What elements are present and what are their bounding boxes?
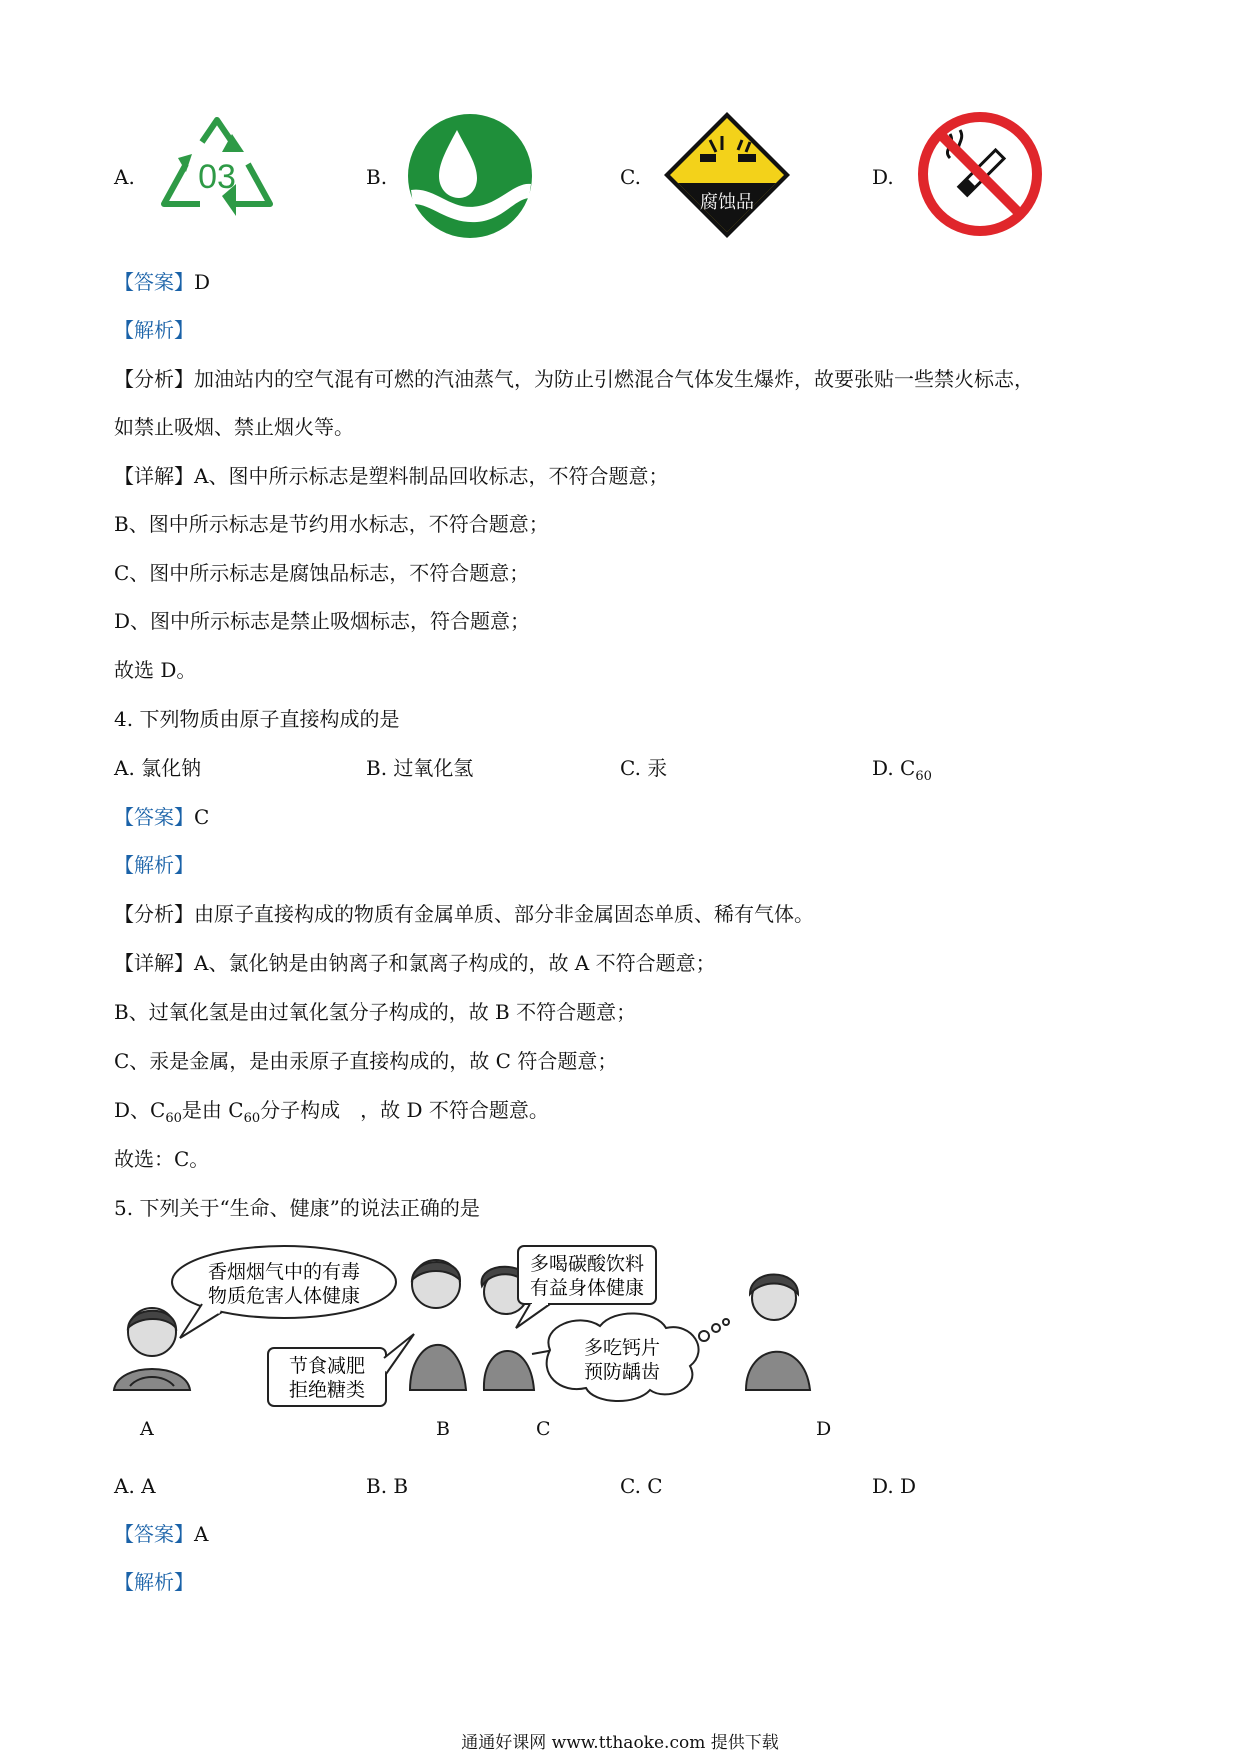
line-d-part3: 分子构成 ，故 D 不符合题意。	[260, 1098, 549, 1122]
q3-xiangjie-line-b: B、图中所示标志是节约用水标志，不符合题意；	[114, 512, 549, 536]
q4-option-d-prefix: D. C	[872, 756, 916, 780]
page-footer: 通通好课网 www.tthaoke.com 提供下载	[461, 1733, 779, 1753]
q3-xiangjie-line-a	[114, 464, 668, 488]
cartoon-label-d: D	[816, 1418, 832, 1440]
line-d-part1: D、C	[114, 1098, 166, 1122]
person-d-icon	[746, 1275, 810, 1391]
q4-answer-line	[114, 805, 209, 829]
answer-value: D	[194, 270, 211, 294]
line-d-sub1: 60	[165, 1111, 182, 1126]
plastic-recycling-icon	[152, 112, 282, 230]
bubble-c-line2: 有益身体健康	[529, 1277, 645, 1299]
q4-option-a: A. 氯化钠	[114, 756, 202, 780]
cartoon-label-b: B	[436, 1418, 450, 1440]
no-smoking-icon	[916, 110, 1044, 238]
xiangjie-text: A、氯化钠是由钠离子和氯离子构成的，故 A 不符合题意；	[194, 951, 716, 975]
fenxi-tag: 【分析】	[114, 367, 194, 391]
q4-option-d-sub: 60	[915, 769, 932, 784]
bubble-d-line2: 预防龋齿	[583, 1361, 661, 1383]
q5-option-a: A. A	[114, 1474, 156, 1498]
xiangjie-tag: 【详解】	[114, 464, 194, 488]
bubble-b-line2: 拒绝糖类	[288, 1379, 366, 1401]
q3-xiangjie-line-c: C、图中所示标志是腐蚀品标志，不符合题意；	[114, 561, 530, 585]
q4-xiangjie-line-b: B、过氧化氢是由过氧化氢分子构成的，故 B 不符合题意；	[114, 1000, 637, 1024]
q4-analysis-tag: 【解析】	[114, 853, 194, 877]
option-b-label: B.	[366, 165, 388, 189]
cartoon-label-c: C	[536, 1418, 551, 1440]
q5-option-d: D. D	[872, 1474, 917, 1498]
q5-stem: 5. 下列关于“生命、健康”的说法正确的是	[114, 1196, 480, 1220]
q3-answer-line	[114, 270, 210, 294]
q4-option-c: C. 汞	[620, 756, 668, 780]
bubble-b-line1: 节食减肥	[288, 1355, 366, 1377]
q4-stem: 4. 下列物质由原子直接构成的是	[114, 707, 400, 731]
q3-analysis-tag: 【解析】	[114, 318, 194, 342]
q4-xiangjie-line-c: C、汞是金属，是由汞原子直接构成的，故 C 符合题意；	[114, 1049, 618, 1073]
xiangjie-text: A、图中所示标志是塑料制品回收标志，不符合题意；	[194, 464, 669, 488]
q5-answer-line	[114, 1522, 208, 1546]
option-d-label: D.	[872, 165, 894, 189]
q4-option-d	[872, 756, 932, 789]
line-d-part2: 是由 C	[181, 1098, 244, 1122]
answer-value: C	[194, 805, 210, 829]
water-saving-icon	[405, 112, 535, 240]
corrosive-text: 腐蚀品	[700, 192, 754, 213]
option-c-label: C.	[620, 165, 641, 189]
fenxi-text: 加油站内的空气混有可燃的汽油蒸气，为防止引燃混合气体发生爆炸，故要张贴一些禁火标志，	[194, 367, 1034, 391]
q4-option-b: B. 过氧化氢	[366, 756, 474, 780]
q3-fenxi-line1	[114, 367, 1034, 391]
q5-analysis-tag: 【解析】	[114, 1570, 194, 1594]
q4-xiangjie-line-d	[114, 1098, 549, 1131]
q5-option-b: B. B	[366, 1474, 409, 1498]
q4-fenxi-line	[114, 902, 814, 926]
bubble-c-line1: 多喝碳酸饮料	[529, 1253, 645, 1275]
answer-tag: 【答案】	[114, 805, 194, 829]
cartoon-label-a: A	[140, 1418, 154, 1440]
recycle-code-text: 03	[198, 158, 236, 196]
q3-xiangjie-line-d: D、图中所示标志是禁止吸烟标志，符合题意；	[114, 609, 531, 633]
line-d-sub2: 60	[243, 1111, 261, 1126]
health-cartoon-figure	[110, 1240, 850, 1410]
xiangjie-tag: 【详解】	[114, 951, 194, 975]
q4-conclusion: 故选：C。	[114, 1147, 210, 1171]
bubble-a-line2: 物质危害人体健康	[207, 1285, 361, 1307]
q4-xiangjie-line-a	[114, 951, 716, 975]
person-a-icon	[114, 1308, 190, 1390]
person-b-icon	[410, 1260, 466, 1390]
answer-tag: 【答案】	[114, 270, 194, 294]
answer-value: A	[194, 1522, 209, 1546]
fenxi-tag: 【分析】	[114, 902, 194, 926]
bubble-d-line1: 多吃钙片	[583, 1337, 661, 1359]
bubble-a-line1: 香烟烟气中的有毒	[207, 1261, 361, 1283]
fenxi-text: 由原子直接构成的物质有金属单质、部分非金属固态单质、稀有气体。	[194, 902, 814, 926]
answer-tag: 【答案】	[114, 1522, 194, 1546]
option-a-label: A.	[114, 165, 135, 189]
q3-conclusion: 故选 D。	[114, 658, 197, 682]
q5-option-c: C. C	[620, 1474, 663, 1498]
q3-fenxi-line2: 如禁止吸烟、禁止烟火等。	[114, 415, 354, 439]
corrosive-warning-icon	[662, 110, 792, 240]
